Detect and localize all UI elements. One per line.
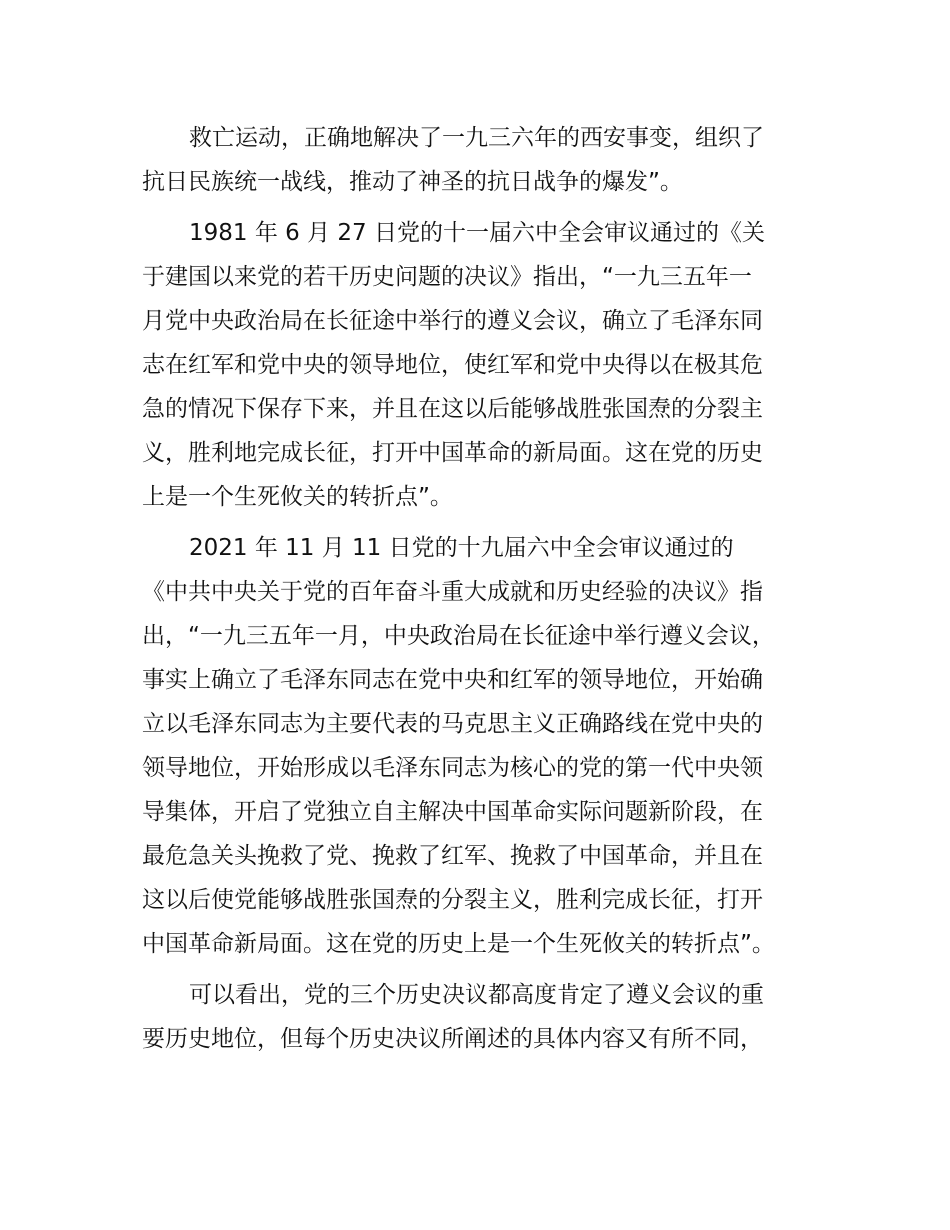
text-line: 导集体，开启了党独立自主解决中国革命实际问题新阶段，在	[142, 799, 763, 825]
text-line: 义，胜利地完成长征，打开中国革命的新局面。这在党的历史	[142, 440, 763, 466]
text-line: 领导地位，开始形成以毛泽东同志为核心的党的第一代中央领	[142, 755, 763, 781]
paragraph-4	[142, 973, 810, 1061]
text-line: 上是一个生死攸关的转折点”。	[142, 484, 453, 510]
text-line: 事实上确立了毛泽东同志在党中央和红军的领导地位，开始确	[142, 667, 763, 693]
document-body	[142, 116, 810, 1068]
text-line: 2021 年 11 月 11 日党的十九届六中全会审议通过的	[189, 535, 734, 561]
paragraph-1	[142, 116, 810, 204]
text-line: 最危急关头挽救了党、挽救了红军、挽救了中国革命，并且在	[142, 843, 763, 869]
text-line: 月党中央政治局在长征途中举行的遵义会议，确立了毛泽东同	[142, 308, 763, 334]
text-line: 志在红军和党中央的领导地位，使红军和党中央得以在极其危	[142, 352, 763, 378]
text-line: 可以看出，党的三个历史决议都高度肯定了遵义会议的重	[189, 982, 764, 1008]
paragraph-2	[142, 211, 810, 519]
text-line: 救亡运动，正确地解决了一九三六年的西安事变，组织了	[189, 125, 764, 151]
text-line: 1981 年 6 月 27 日党的十一届六中全会审议通过的《关	[189, 220, 765, 246]
text-line: 中国革命新局面。这在党的历史上是一个生死攸关的转折点”。	[142, 931, 775, 957]
text-line: 立以毛泽东同志为主要代表的马克思主义正确路线在党中央的	[142, 711, 763, 737]
text-line: 出，“一九三五年一月，中央政治局在长征途中举行遵义会议，	[142, 623, 775, 649]
text-line: 《中共中央关于党的百年奋斗重大成就和历史经验的决议》指	[142, 579, 763, 605]
text-line: 急的情况下保存下来，并且在这以后能够战胜张国焘的分裂主	[142, 396, 763, 422]
text-line: 要历史地位，但每个历史决议所阐述的具体内容又有所不同，	[142, 1026, 763, 1052]
text-line: 抗日民族统一战线，推动了神圣的抗日战争的爆发”。	[142, 169, 683, 195]
text-line: 这以后使党能够战胜张国焘的分裂主义，胜利完成长征，打开	[142, 887, 763, 913]
paragraph-3	[142, 526, 810, 966]
text-line: 于建国以来党的若干历史问题的决议》指出，“一九三五年一	[142, 264, 752, 290]
